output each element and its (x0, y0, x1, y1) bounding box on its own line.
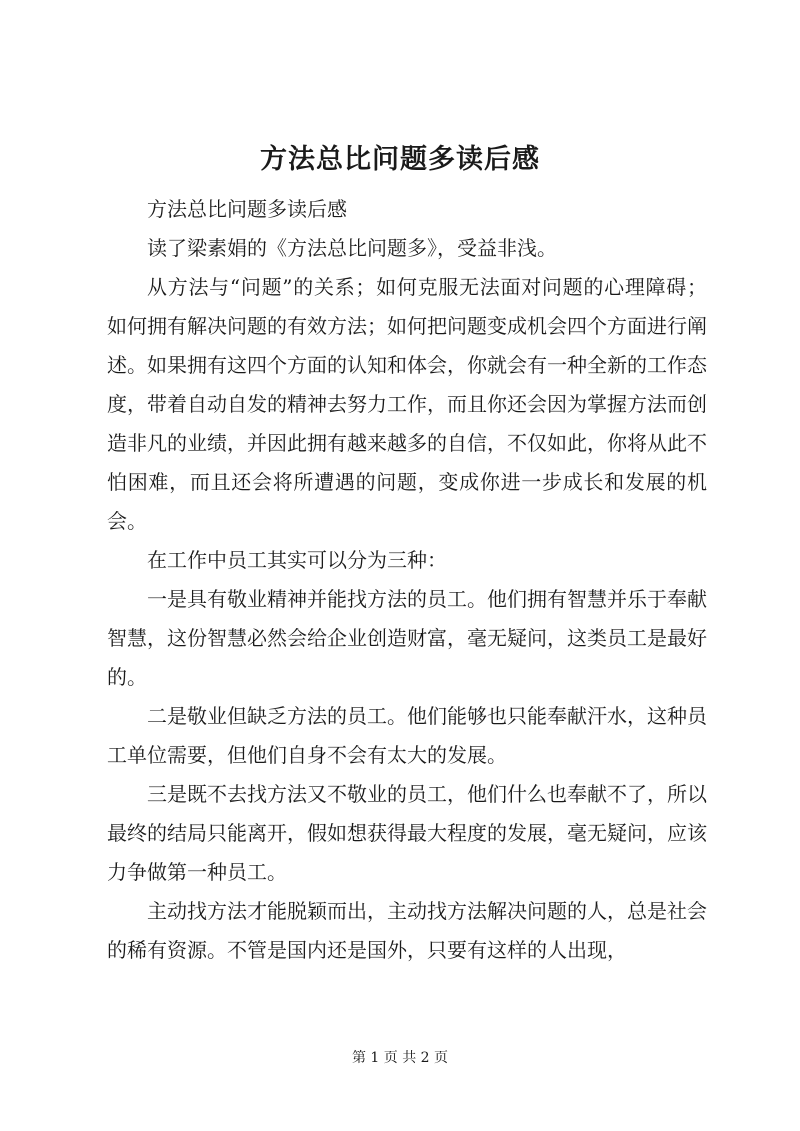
paragraph-proactive: 主动找方法才能脱颖而出，主动找方法解决问题的人，总是社会的稀有资源。不管是国内还是国外，只要有这样的人出现， (107, 899, 707, 962)
paragraph-three-types: 在工作中员工其实可以分为三种： (147, 548, 447, 572)
document-body (107, 190, 707, 970)
paragraph-type-two: 二是敬业但缺乏方法的员工。他们能够也只能奉献汗水，这种员工单位需要，但他们自身不会有太大的发展。 (107, 704, 707, 767)
paragraph-intro: 读了梁素娟的《方法总比问题多》，受益非浅。 (147, 236, 557, 260)
paragraph-type-three: 三是既不去找方法又不敬业的员工，他们什么也奉献不了，所以最终的结局只能离开，假如想获得最大程度的发展，毫无疑问，应该力争做第一种员工。 (107, 782, 707, 884)
page-footer: 第 1 页 共 2 页 (351, 1050, 449, 1066)
document-title: 方法总比问题多读后感 (260, 144, 540, 175)
paragraph-subtitle: 方法总比问题多读后感 (147, 197, 347, 221)
paragraph-overview: 从方法与“问题”的关系；如何克服无法面对问题的心理障碍；如何拥有解决问题的有效方法；如何把问题变成机会四个方面进行阐述。如果拥有这四个方面的认知和体会，你就会有一种全新的工作态度，带着自动自发的精神去努力工作，而且你还会因为掌握方法而创造非凡的业绩，并因此拥有越来越多的自信，不仅如此，你将从此不怕困难，而且还会将所遭遇的问题，变成你进一步成长和发展的机会。 (107, 275, 707, 533)
paragraph-type-one: 一是具有敬业精神并能找方法的员工。他们拥有智慧并乐于奉献智慧，这份智慧必然会给企业创造财富，毫无疑问，这类员工是最好的。 (107, 587, 707, 689)
